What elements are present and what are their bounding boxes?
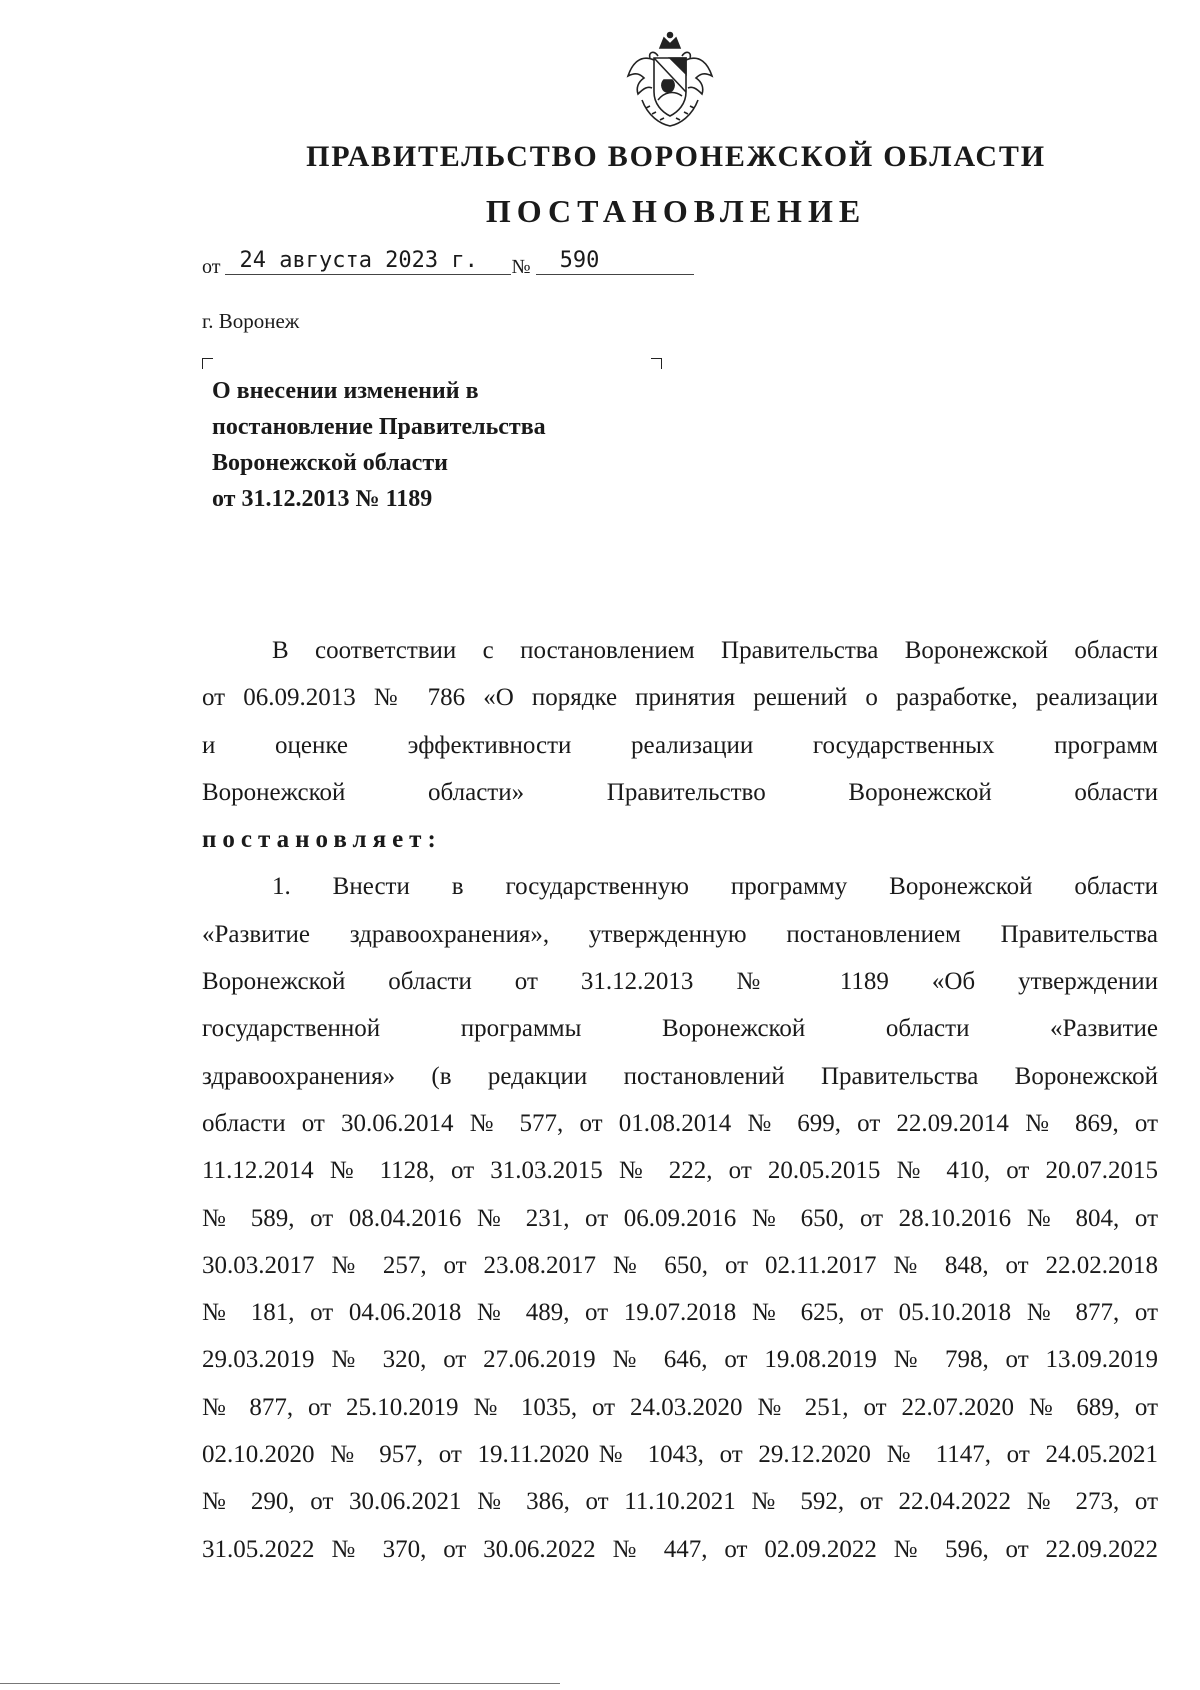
body-line: 11.12.2014 № 1128, от 31.03.2015 № 222, от 20.05.2015 № 410, от 20.07.2015 xyxy=(202,1157,1158,1185)
subject-corner-left xyxy=(202,358,213,369)
document-body xyxy=(202,627,1158,1573)
subject-corner-right xyxy=(651,358,662,369)
number-prefix: № xyxy=(511,256,531,278)
resolution-keyword: постановляет: xyxy=(202,826,442,854)
document-number: 590 xyxy=(536,248,694,275)
body-line: государственной программы Воронежской области «Развитие xyxy=(202,1015,1158,1043)
body-line: 02.10.2020 № 957, от 19.11.2020№ 1043, от 29.12.2020 № 1147, от 24.05.2021 xyxy=(202,1441,1158,1469)
body-line: № 290, от 30.06.2021 № 386, от 11.10.2021 № 592, от 22.04.2022 № 273, от xyxy=(202,1488,1158,1516)
subject-line: от 31.12.2013 № 1189 xyxy=(212,486,433,512)
coat-of-arms-icon xyxy=(620,30,720,130)
body-line: В соответствии с постановлением Правительства Воронежской области xyxy=(272,637,1158,664)
date-prefix: от xyxy=(202,256,221,278)
body-line: Воронежской области от 31.12.2013 № 1189 «Об утверждении xyxy=(202,968,1158,996)
document-date: 24 августа 2023 г. xyxy=(225,248,511,275)
body-line: здравоохранения» (в редакции постановлений Правительства Воронежской xyxy=(202,1062,1158,1090)
city-label: г. Воронеж xyxy=(202,309,300,333)
subject-line: О внесении изменений в xyxy=(212,378,479,404)
body-line: 30.03.2017 № 257, от 23.08.2017 № 650, от 02.11.2017 № 848, от 22.02.2018 xyxy=(202,1251,1158,1279)
body-line: «Развитие здравоохранения», утвержденную постановлением Правительства xyxy=(202,920,1158,948)
body-line: № 589, от 08.04.2016 № 231, от 06.09.2016 № 650, от 28.10.2016 № 804, от xyxy=(202,1204,1158,1232)
body-line: и оценке эффективности реализации государственных программ xyxy=(202,731,1158,759)
body-line: 31.05.2022 № 370, от 30.06.2022 № 447, от 02.09.2022 № 596, от 22.09.2022 xyxy=(202,1535,1158,1563)
bottom-divider xyxy=(0,1683,560,1684)
subject-line: постановление Правительства xyxy=(212,414,546,440)
body-line: № 181, от 04.06.2018 № 489, от 19.07.2018 № 625, от 05.10.2018 № 877, от xyxy=(202,1299,1158,1327)
body-line: Воронежской области» Правительство Воронежской области xyxy=(202,778,1158,806)
organization-title: ПРАВИТЕЛЬСТВО ВОРОНЕЖСКОЙ ОБЛАСТИ xyxy=(306,140,1046,173)
document-type-title: ПОСТАНОВЛЕНИЕ xyxy=(485,193,867,229)
date-number-line xyxy=(202,248,694,281)
body-line: 1. Внести в государственную программу Воронежской области xyxy=(272,873,1158,901)
body-line: области от 30.06.2014 № 577, от 01.08.2014 № 699, от 22.09.2014 № 869, от xyxy=(202,1109,1158,1137)
body-line: 29.03.2019 № 320, от 27.06.2019 № 646, от 19.08.2019 № 798, от 13.09.2019 xyxy=(202,1346,1158,1374)
body-line: № 877, от 25.10.2019 № 1035, от 24.03.2020 № 251, от 22.07.2020 № 689, от xyxy=(202,1393,1158,1421)
subject-block xyxy=(212,373,546,517)
subject-line: Воронежской области xyxy=(212,450,448,476)
body-line: от 06.09.2013 № 786 «О порядке принятия решений о разработке, реализации xyxy=(202,684,1158,712)
